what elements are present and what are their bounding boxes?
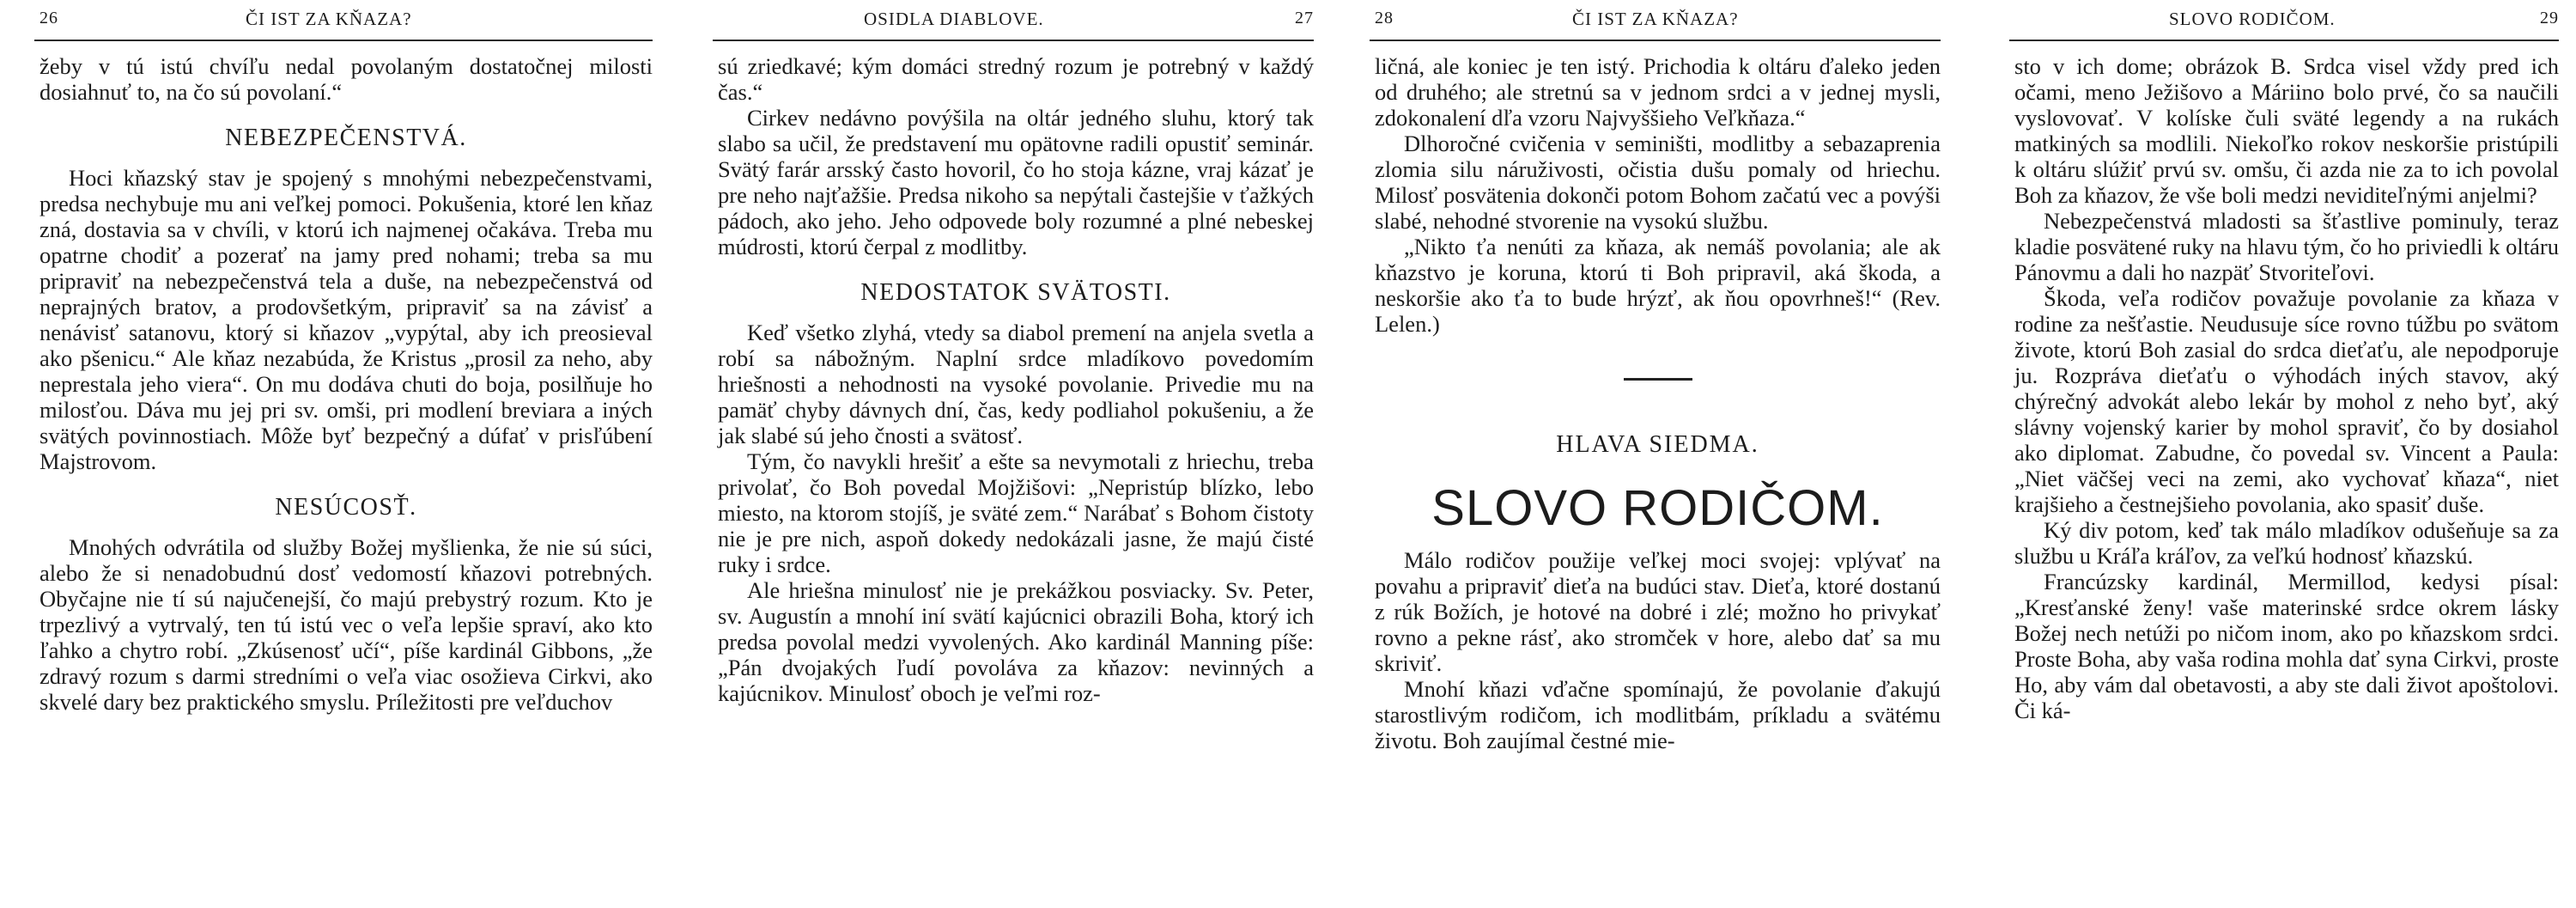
paragraph: sú zriedkavé; kým domáci stredný rozum je potrebný v každý čas.“ <box>718 53 1314 105</box>
page-28 <box>1335 0 1958 908</box>
running-head <box>1375 7 1941 36</box>
paragraph: Keď všetko zlyhá, vtedy sa diabol premení na anjela svetla a robí sa nábožným. Naplní srdce mladíkovo povedomím hriešnosti a nehodnosti na vysoké povolanie. Privedie mu na pamäť chyby dávnych dní, čas, kedy podliahol pokušeniu, a že jak slabé sú jeho čnosti a svätosť. <box>718 320 1314 448</box>
paragraph: Ale hriešna minulosť nie je prekážkou posviacky. Sv. Peter, sv. Augustín a mnohí iní svätí kajúcnici obrazili Boha, ktorý ich predsa povolal medzi vyvolených. Ako kardinál Manning píše: „Pán dvojakých ľudí povoláva za kňazov: nevinných a kajúcnikov. Minulosť oboch je veľmi roz- <box>718 577 1314 706</box>
chapter-title: SLOVO RODIČOM. <box>1431 480 1884 536</box>
page-body <box>1375 53 1941 753</box>
section-heading: NESÚCOSŤ. <box>275 494 417 521</box>
paragraph: žeby v tú istú chvíľu nedal povolaným dostatočnej milosti dosiahnuť to, na čo sú povolaní.“ <box>39 53 653 105</box>
paragraph: Hoci kňazský stav je spojený s mnohými nebezpečenstvami, predsa nechybuje mu ani veľkej pomoci. Pokušenia, ktoré len kňaz zná, dostavia sa v chvíli, v ktorú ich najmenej očakáva. Treba mu opatrne chodiť a pozerať na jamy pred nohami; treba sa mu pripraviť na nebezpečenstvá tela a duše, na nebezpečenstvá od neprajných bratov, a prodovšetkým, pripraviť sa na závisť a nenávisť satanovu, ktorý si kňazov „vypýtal, aby ich preosieval ako pšenicu.“ Ale kňaz nezabúda, že Kristus „prosil za neho, aby neprestala jeho viera“. On mu dodáva chuti do boja, posilňuje ho milosťou. Dáva mu jej pri sv. omši, pri modlení breviara a iných svätých povinnostiach. Môže byť bezpečný a dúfať v prisľúbení Majstrovom. <box>39 165 653 474</box>
running-head-title: ČI IST ZA KŇAZA? <box>246 9 412 29</box>
paragraph: Mnohých odvrátila od služby Božej myšlienka, že nie sú súci, alebo že si nenadobudnú dosť vedomostí kňazovi potrebných. Obyčajne nie tí sú najučenejší, čo majú prebystrý rozum. Kto je trpezlivý a vytrvalý, ten tú istú vec o veľa lepšie spraví, ako kto ľahko a chytro robí. „Zkúsenosť učí“, píše kardinál Gibbons, „že zdravý rozum s darmi stredními o veľa viac osožieva Cirkvi, ako skvelé dary bez praktického smyslu. Príležitosti pre veľduchov <box>39 534 653 715</box>
page-body <box>39 53 653 715</box>
section-divider <box>1624 378 1692 381</box>
paragraph: Dlhoročné cvičenia v seminišti, modlitby a sebazaprenia zlomia silu náruživosti, očistia dušu pomaly od hriechu. Milosť posvätenia dokonči potom Bohom začatú vec a povýši slabé, nehodné stvorenie na vysokú službu. <box>1375 131 1941 234</box>
paragraph: ličná, ale koniec je ten istý. Prichodia k oltáru ďaleko jeden od druhého; ale stretnú sa v jednom srdci a v jednej mysli, zdokonalení dľa vzoru Najvyššieho Veľkňaza.“ <box>1375 53 1941 131</box>
running-head <box>2014 7 2559 36</box>
running-head <box>718 7 1314 36</box>
paragraph: Francúzsky kardinál, Mermillod, kedysi písal: „Kresťanské ženy! vaše materinské srdce okrem lásky Božej nech netúži po ničom inom, ako po kňazskom srdci. Proste Boha, aby vaša rodina mohla dať syna Cirkvi, proste Ho, aby vám dal obetavosti, a aby ste dali život apoštolovi. Či ká- <box>2014 569 2559 723</box>
paragraph: Mnohí kňazi vďačne spomínajú, že povolanie ďakujú starostlivým rodičom, ich modlitbám, príkladu a svätému životu. Boh zaujímal čestné mie- <box>1375 676 1941 753</box>
section-heading: NEDOSTATOK SVÄTOSTI. <box>860 279 1171 306</box>
paragraph: sto v ich dome; obrázok B. Srdca visel vždy pred ich očami, meno Ježišovo a Máriino bolo prvé, čo sa naučili vyslovovať. V kolíske čuli sväté legendy a na rukách matkiných sa modlili. Niekoľko rokov neskoršie pristúpili k oltáru slúžiť prvú sv. omšu, či azda nie za to ich povolal Boh za kňazov, že vše boli medzi neviditeľnými anjelmi? <box>2014 53 2559 208</box>
section-heading: NEBEZPEČENSTVÁ. <box>225 125 467 151</box>
header-rule <box>2009 40 2559 41</box>
paragraph: Ký div potom, keď tak málo mladíkov odušeňuje sa za službu u Kráľa kráľov, za veľkú hodnosť kňazskú. <box>2014 517 2559 569</box>
page-number: 27 <box>1295 9 1314 27</box>
running-head-title: SLOVO RODIČOM. <box>2169 9 2336 29</box>
running-head <box>39 7 653 36</box>
header-rule <box>1370 40 1941 41</box>
header-rule <box>713 40 1314 41</box>
header-rule <box>34 40 653 41</box>
paragraph: Málo rodičov použije veľkej moci svojej: vplývať na povahu a pripraviť dieťa na budúci stav. Dieťa, ktoré dostanú z rúk Božích, je hotové na dobré i zlé; možno ho privykať rovno a pekne rásť, ako stromček v hore, alebo dať sa mu skriviť. <box>1375 547 1941 676</box>
page-27 <box>678 0 1331 908</box>
running-head-title: ČI IST ZA KŇAZA? <box>1572 9 1739 29</box>
page-number: 26 <box>39 9 58 27</box>
paragraph: Tým, čo navykli hrešiť a ešte sa nevymotali z hriechu, treba privolať, čo Boh povedal Mojžišovi: „Nepristúp blízko, lebo miesto, na ktorom stojíš, je sväté zem.“ Narábať s Bohom čistoty nie je pre nich, aspoň dokedy nedokázali jasne, že majú čisté ruky i srdce. <box>718 448 1314 577</box>
page-29 <box>1975 0 2576 908</box>
chapter-label: HLAVA SIEDMA. <box>1556 431 1759 458</box>
paragraph: Cirkev nedávno povýšila na oltár jedného sluhu, ktorý tak slabo sa učil, že predstavení mu opätovne radili opustiť seminár. Svätý farár arsský často hovoril, čo ho stoja kázne, vraj kázať je pre neho najťažšie. Predsa nikoho sa nepýtali častejšie v ťažkých pádoch, ako jeho. Jeho odpovede boly rozumné a plné nebeskej múdrosti, ktorú čerpal z modlitby. <box>718 105 1314 259</box>
paragraph: Škoda, veľa rodičov považuje povolanie za kňaza v rodine za nešťastie. Neudusuje síce rovno túžbu po svätom živote, ktorú Boh zasial do srdca dieťaťu, ale nepodporuje ju. Rozpráva dieťaťu o výhodách iných stavov, aký chýrečný advokát alebo lekár by mohol z neho byť, aký slávny vojenský karier by mohol spraviť, čo by dosiahol ako diplomat. Zabudne, čo povedal sv. Vincent a Paula: „Niet väčšej veci na zemi, ako vychovať kňaza“, niet krajšieho a čestnejšieho povolania, ako spasiť duše. <box>2014 285 2559 517</box>
page-body <box>718 53 1314 706</box>
paragraph: Nebezpečenstvá mladosti sa šťastlive pominuly, teraz kladie posvätené ruky na hlavu tým, čo ho priviedli k oltáru Pánovmu a dali ho nazpäť Stvoriteľovi. <box>2014 208 2559 285</box>
page-body <box>2014 53 2559 723</box>
running-head-title: OSIDLA DIABLOVE. <box>864 9 1044 29</box>
paragraph: „Nikto ťa nenúti za kňaza, ak nemáš povolania; ale ak kňazstvo je koruna, ktorú ti Boh pripravil, aká škoda, a neskoršie ako ťa to bude hrýzť, ak ňou opovrhneš!“ (Rev. Lelen.) <box>1375 234 1941 337</box>
page-number: 29 <box>2540 9 2559 27</box>
page-26 <box>0 0 670 908</box>
page-number: 28 <box>1375 9 1394 27</box>
